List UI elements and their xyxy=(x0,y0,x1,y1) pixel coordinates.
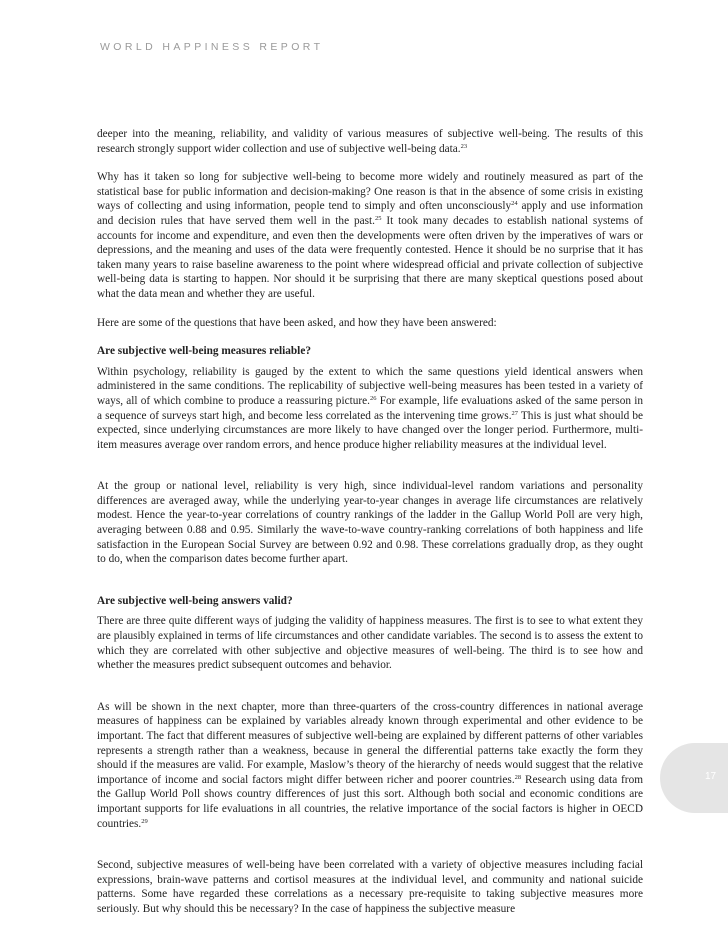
paragraph: At the group or national level, reliability is very high, since individual-level random variations and personality differences are averaged away, while the underlying year-to-year changes in average life circumstances are relatively modest. Hence the year-to-year correlations of country rankings of the ladder in the Gallup World Poll are very high, averaging between 0.88 and 0.95. Similarly the wave-to-wave country-ranking correlations of both happiness and life satisfaction in the European Social Survey are between 0.92 and 0.98. These correlations gradually drop, as they ought to do, when the comparison dates become further apart. xyxy=(97,480,643,566)
paragraph-text: Within psychology, reliability is gauged by the extent to which the same questions yield identical answers when administered in the same conditions. The replicability of subjective well-being measures has been tested in a variety of ways, all of which combine to produce a reassuring picture. xyxy=(97,365,643,407)
paragraph xyxy=(97,365,643,453)
paragraph: Second, subjective measures of well-being have been correlated with a variety of objective measures including facial expressions, brain-wave patterns and cortisol measures at the individual level, and community and national suicide patterns. Some have regarded these correlations as a necessary pre-requisite to taking subjective measures more seriously. But why should this be necessary? In the case of happiness the subjective measure xyxy=(97,859,643,915)
page-number-tab xyxy=(660,743,728,813)
paragraph xyxy=(97,127,643,156)
footnote-ref: 28 xyxy=(514,773,522,781)
footnote-ref: 25 xyxy=(374,214,382,222)
page-number: 17 xyxy=(705,771,717,782)
footnote-ref: 27 xyxy=(511,409,519,417)
paragraph xyxy=(97,700,643,831)
paragraph-text: apply and use information and decision rules that have served them well in the past. xyxy=(97,200,643,227)
running-header: WORLD HAPPINESS REPORT xyxy=(100,41,324,53)
footnote-ref: 26 xyxy=(370,394,377,402)
paragraph-text: It took many decades to establish national systems of accounts for income and expenditure, and even then the developments were often driven by the imperatives of wars or depressions, and the meaning and uses of the data were frequently contested. Hence it should be no surprise that it has taken many years to raise baseline awareness to the point where widespread official and private collection of subjective well-being data is starting to happen. Nor should it be surprising that there are many skeptical questions posed about what the data mean and whether they are useful. xyxy=(97,214,643,300)
paragraph-text: This is just what should be expected, since underlying circumstances are more likely to have changed over the longer period. Furthermore, multi-item measures average over random errors, and hence produce higher reliability measures at the individual level. xyxy=(97,409,643,451)
paragraph-text: Why has it taken so long for subjective well-being to become more widely and routinely measured as part of the statistical base for public information and decision-making? One reason is that in the absence of some crisis in existing ways of collecting and using information, people tend to simply and often unconsciously xyxy=(97,171,643,213)
article-body xyxy=(97,127,643,931)
paragraph: There are three quite different ways of judging the validity of happiness measures. The first is to see to what extent they are plausibly explained in terms of life circumstances and other candidate variables. The second is to assess the extent to which they are correlated with other subjective and objective measures of well-being. The third is to see how and whether the measures predict subsequent outcomes and behavior. xyxy=(97,615,643,672)
section-heading-validity: Are subjective well-being answers valid? xyxy=(97,594,293,607)
paragraph xyxy=(97,170,643,301)
paragraph-text: Research using data from the Gallup World Poll shows country differences of just this sort. Although both social and economic conditions are important supports for life evaluations in all countries, the relative importance of the social factors is higher in OECD countries. xyxy=(97,773,644,830)
paragraph-text: For example, life evaluations asked of the same person in a sequence of surveys start high, and become less correlated as the intervening time grows. xyxy=(97,394,643,422)
footnote-ref: 23 xyxy=(460,142,468,150)
section-heading-reliability: Are subjective well-being measures reliable? xyxy=(97,345,311,358)
paragraph-text: As will be shown in the next chapter, more than three-quarters of the cross-country differences in national average measures of happiness can be explained by variables already known through experimental and other evidence to be important. The fact that different measures of subjective well-being are explained by different patterns of other variables represents a strength rather than a weakness, because in general the differential patterns take exactly the form they should if the measures are valid. For example, Maslow’s theory of the hierarchy of needs would suggest that the relative importance of income and social factors might differ between richer and poorer countries. xyxy=(97,700,643,786)
paragraph: Here are some of the questions that have been asked, and how they have been answered: xyxy=(97,316,497,329)
footnote-ref: 24 xyxy=(511,200,518,208)
footnote-ref: 29 xyxy=(141,817,148,825)
paragraph-text: deeper into the meaning, reliability, and validity of various measures of subjective well-being. The results of this research strongly support wider collection and use of subjective well-being data. xyxy=(97,128,643,155)
